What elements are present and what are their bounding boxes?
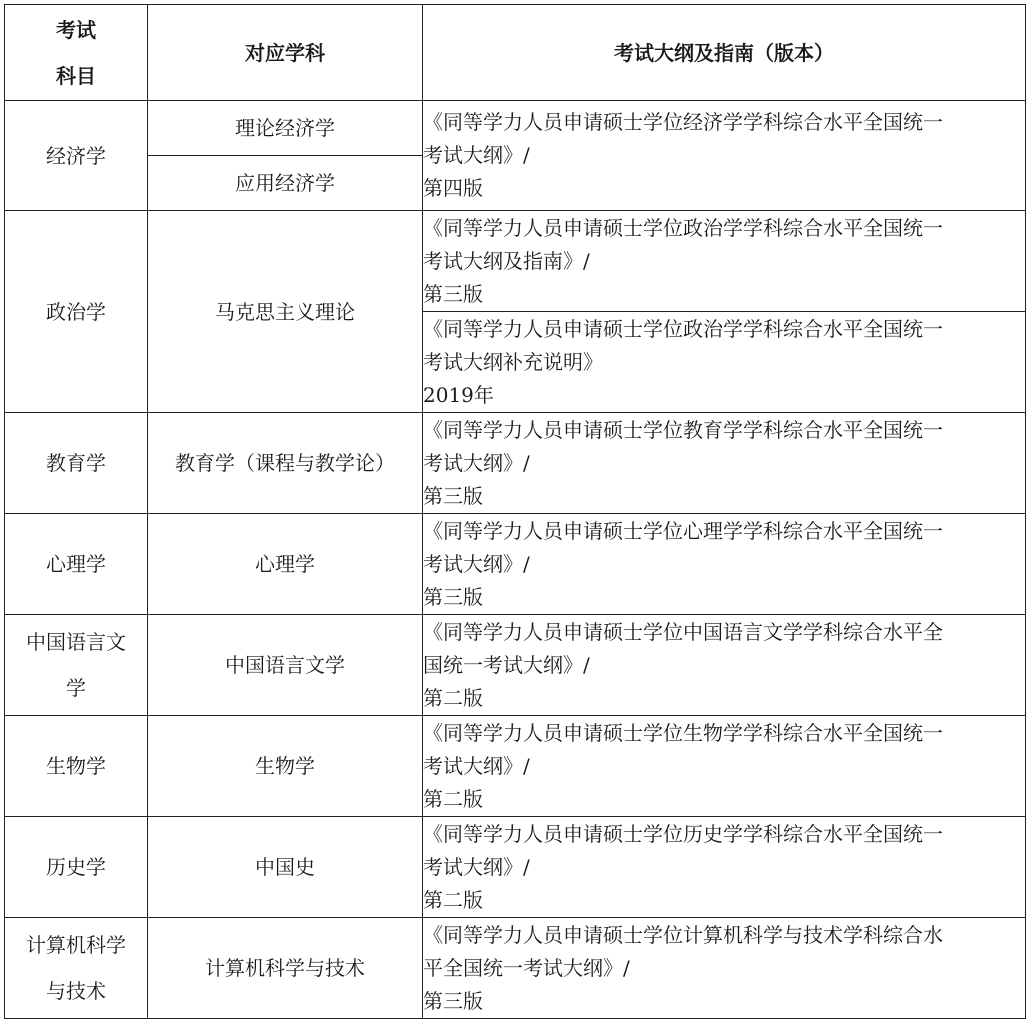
exam-subject-cell: 政治学 bbox=[5, 211, 148, 413]
guide-title-line: 考试大纲》/ bbox=[423, 753, 530, 778]
header-discipline: 对应学科 bbox=[148, 5, 423, 101]
table-row bbox=[5, 211, 1026, 312]
guide-title-line: 考试大纲及指南》/ bbox=[423, 248, 590, 273]
guide-cell bbox=[423, 716, 1026, 817]
exam-subject-line: 计算机科学 bbox=[26, 933, 126, 957]
guide-cell bbox=[423, 918, 1026, 1019]
guide-version: 2019年 bbox=[423, 382, 494, 407]
discipline-cell: 应用经济学 bbox=[148, 156, 423, 211]
table-row bbox=[5, 716, 1026, 817]
guide-version: 第四版 bbox=[423, 176, 483, 200]
guide-version: 第二版 bbox=[423, 685, 483, 710]
table-row bbox=[5, 918, 1026, 1019]
guide-version: 第二版 bbox=[423, 887, 483, 912]
guide-title-line: 《同等学力人员申请硕士学位教育学学科综合水平全国统一 bbox=[423, 417, 943, 442]
guide-title-line: 《同等学力人员申请硕士学位政治学学科综合水平全国统一 bbox=[423, 215, 943, 240]
exam-subject-cell bbox=[5, 918, 148, 1019]
exam-subject-line: 学 bbox=[66, 676, 86, 700]
guide-title-line: 《同等学力人员申请硕士学位经济学学科综合水平全国统一 bbox=[423, 110, 943, 134]
discipline-cell: 心理学 bbox=[148, 514, 423, 615]
guide-cell bbox=[423, 211, 1026, 312]
exam-subject-cell: 经济学 bbox=[5, 101, 148, 211]
guide-version: 第三版 bbox=[423, 483, 483, 508]
guide-cell bbox=[423, 413, 1026, 514]
guide-title-line: 《同等学力人员申请硕士学位历史学学科综合水平全国统一 bbox=[423, 821, 943, 846]
guide-version: 第三版 bbox=[423, 281, 483, 306]
exam-subject-cell bbox=[5, 615, 148, 716]
guide-version: 第三版 bbox=[423, 988, 483, 1013]
guide-title-line: 《同等学力人员申请硕士学位计算机科学与技术学科综合水 bbox=[423, 922, 943, 947]
guide-title-line: 《同等学力人员申请硕士学位中国语言文学学科综合水平全 bbox=[423, 619, 943, 644]
table-row bbox=[5, 817, 1026, 918]
discipline-cell: 生物学 bbox=[148, 716, 423, 817]
table-row bbox=[5, 514, 1026, 615]
header-exam-subject-line-1: 考试 bbox=[56, 17, 96, 42]
header-row bbox=[5, 5, 1026, 101]
exam-syllabus-table bbox=[4, 4, 1026, 1019]
table-row bbox=[5, 615, 1026, 716]
header-exam-subject-line-2: 科目 bbox=[56, 63, 96, 88]
discipline-cell: 中国史 bbox=[148, 817, 423, 918]
guide-title-line: 考试大纲》/ bbox=[423, 551, 530, 576]
exam-subject-cell: 教育学 bbox=[5, 413, 148, 514]
discipline-cell: 中国语言文学 bbox=[148, 615, 423, 716]
guide-title-line: 平全国统一考试大纲》/ bbox=[423, 955, 630, 980]
exam-subject-cell: 心理学 bbox=[5, 514, 148, 615]
guide-title-line: 国统一考试大纲》/ bbox=[423, 652, 590, 677]
guide-title-line: 考试大纲》/ bbox=[423, 143, 530, 167]
guide-version: 第三版 bbox=[423, 584, 483, 609]
discipline-cell: 马克思主义理论 bbox=[148, 211, 423, 413]
table-row bbox=[5, 101, 1026, 156]
exam-subject-line: 与技术 bbox=[46, 979, 106, 1003]
guide-title-line: 考试大纲》/ bbox=[423, 854, 530, 879]
exam-subject-line: 中国语言文 bbox=[26, 630, 126, 654]
guide-cell bbox=[423, 312, 1026, 413]
guide-title-line: 《同等学力人员申请硕士学位生物学学科综合水平全国统一 bbox=[423, 720, 943, 745]
guide-title-line: 《同等学力人员申请硕士学位政治学学科综合水平全国统一 bbox=[423, 316, 943, 341]
guide-title-line: 《同等学力人员申请硕士学位心理学学科综合水平全国统一 bbox=[423, 518, 943, 543]
header-guide: 考试大纲及指南（版本） bbox=[423, 5, 1026, 101]
table-row bbox=[5, 413, 1026, 514]
header-exam-subject bbox=[5, 5, 148, 101]
guide-title-line: 考试大纲》/ bbox=[423, 450, 530, 475]
discipline-cell: 计算机科学与技术 bbox=[148, 918, 423, 1019]
discipline-cell: 教育学（课程与教学论） bbox=[148, 413, 423, 514]
exam-subject-cell: 生物学 bbox=[5, 716, 148, 817]
guide-cell bbox=[423, 615, 1026, 716]
discipline-cell: 理论经济学 bbox=[148, 101, 423, 156]
guide-version: 第二版 bbox=[423, 786, 483, 811]
guide-cell bbox=[423, 101, 1026, 211]
guide-title-line: 考试大纲补充说明》 bbox=[423, 349, 603, 374]
guide-cell bbox=[423, 817, 1026, 918]
exam-subject-cell: 历史学 bbox=[5, 817, 148, 918]
guide-cell bbox=[423, 514, 1026, 615]
